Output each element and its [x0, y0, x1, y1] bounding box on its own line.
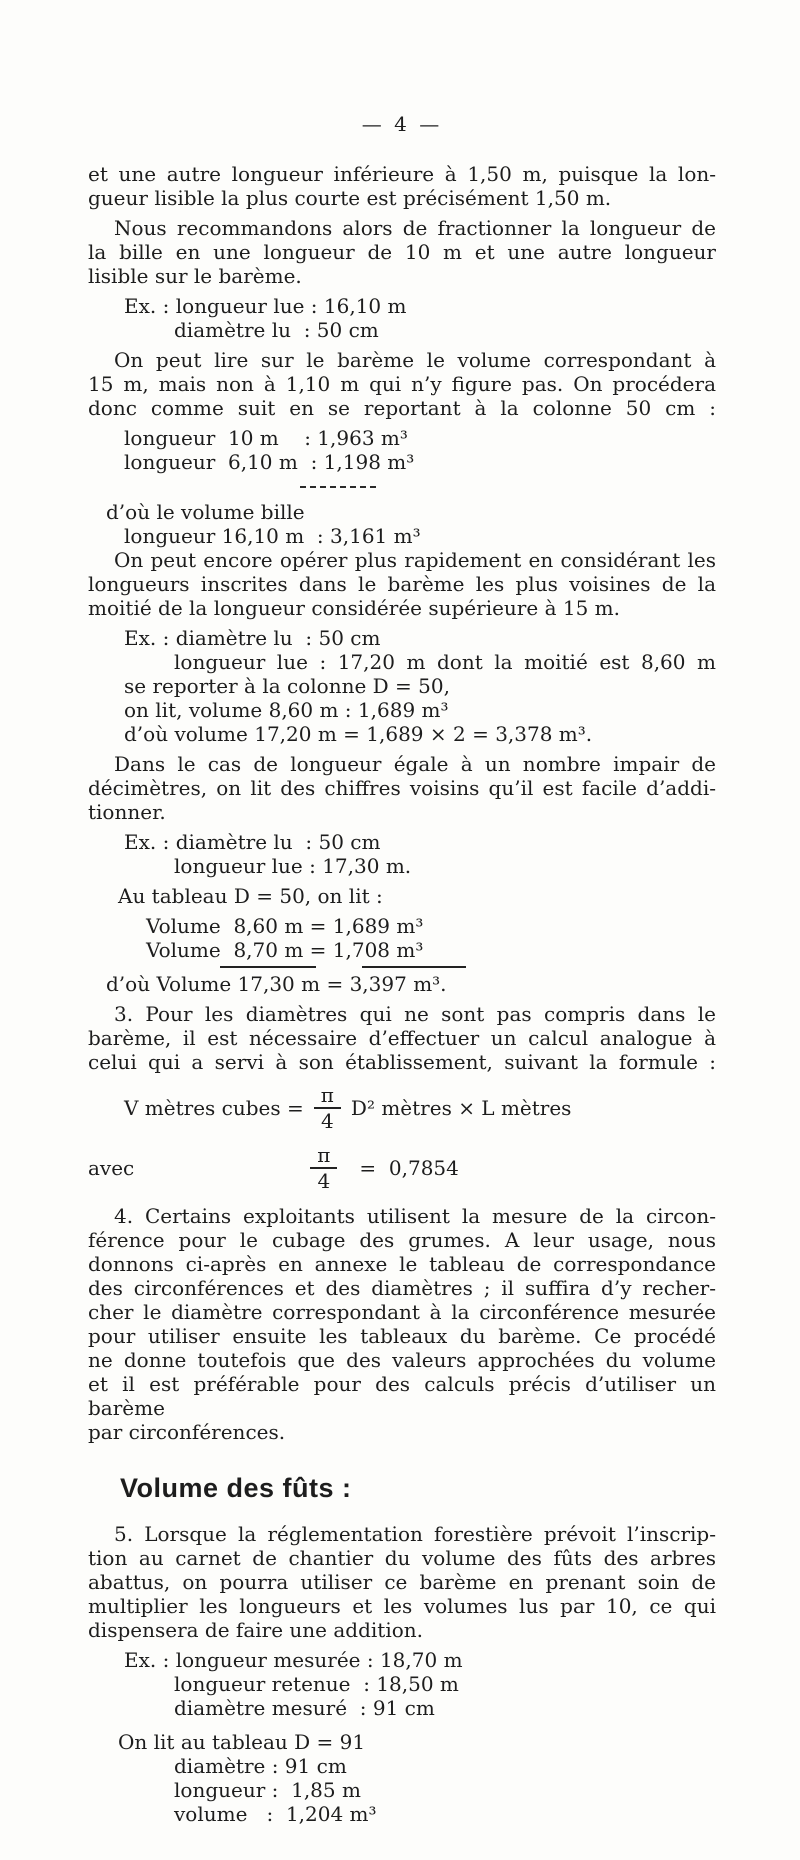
body-line: donnons ci-après en annexe le tableau de correspondance [88, 1252, 716, 1276]
body-line: férence pour le cubage des grumes. A leur usage, nous [88, 1228, 716, 1252]
volume-bille-block [88, 500, 716, 548]
avec-formula [88, 1144, 716, 1192]
body-line: 3. Pour les diamètres qui ne sont pas compris dans le [114, 1002, 716, 1026]
value-line: diamètre : 91 cm [174, 1754, 347, 1778]
sum-rules [220, 966, 716, 968]
fraction-numerator: π [317, 1143, 331, 1167]
example-3 [88, 830, 716, 878]
sum-rule-left [220, 966, 316, 968]
body-line: 15 m, mais non à 1,10 m qui n’y figure pas. On procédera [88, 372, 716, 396]
pi-over-4-fraction [310, 1144, 337, 1192]
example-line: longueur lue : 17,30 m. [174, 854, 412, 878]
body-line: et une autre longueur inférieure à 1,50 m, puisque la lon- [88, 162, 716, 186]
body-line: 4. Certains exploitants utilisent la mesure de la circon- [114, 1204, 716, 1228]
body-line: abattus, on pourra utiliser ce barème en prenant soin de [88, 1570, 716, 1594]
example-line: se reporter à la colonne D = 50, [124, 674, 450, 698]
value-line: volume : 1,204 m³ [174, 1802, 377, 1826]
example-line: longueur lue : 17,20 m dont la moitié est 8,60 m [174, 650, 716, 674]
body-line: gueur lisible la plus courte est précisément 1,50 m. [88, 186, 612, 210]
example-line: on lit, volume 8,60 m : 1,689 m³ [124, 698, 449, 722]
formula-right: D² mètres × L mètres [350, 1096, 572, 1120]
value-line: longueur 16,10 m : 3,161 m³ [124, 524, 421, 548]
body-line: On peut encore opérer plus rapidement en considérant les [114, 548, 716, 572]
example-line: Ex. : diamètre lu : 50 cm [124, 626, 381, 650]
body-line: multiplier les longueurs et les volumes lus par 10, ce qui [88, 1594, 716, 1618]
example-line: Ex. : diamètre lu : 50 cm [124, 830, 381, 854]
result-line: d’où Volume 17,30 m = 3,397 m³. [106, 972, 447, 996]
body-line: par circonférences. [88, 1420, 286, 1444]
example-4 [88, 1648, 716, 1720]
fraction-numerator: π [320, 1083, 334, 1107]
body-line: d’où le volume bille [106, 500, 305, 524]
example-line: diamètre mesuré : 91 cm [174, 1696, 435, 1720]
body-line: des circonférences et des diamètres ; il suffira d’y recher- [88, 1276, 716, 1300]
paragraph-rapide [88, 548, 716, 620]
example-line: Ex. : longueur mesurée : 18,70 m [124, 1648, 463, 1672]
body-line: On lit au tableau D = 91 [118, 1730, 366, 1754]
example-line: longueur retenue : 18,50 m [174, 1672, 459, 1696]
body-line: et il est préférable pour des calculs précis d’utiliser un barème [88, 1372, 716, 1420]
body-line: longueurs inscrites dans le barème les plus voisines de la [88, 572, 716, 596]
fraction-denominator: 4 [310, 1167, 337, 1192]
example-2 [88, 626, 716, 746]
body-line: décimètres, on lit des chiffres voisins qu’il est facile d’addi- [88, 776, 716, 800]
paragraph-recommendation [88, 216, 716, 288]
dashed-separator-rule [300, 486, 376, 488]
body-line: cher le diamètre correspondant à la circonférence mesurée [88, 1300, 716, 1324]
body-line: tionner. [88, 800, 166, 824]
paragraph-3-diametres [88, 1002, 716, 1074]
value-line: Volume 8,70 m = 1,708 m³ [146, 938, 424, 962]
paragraph-intro [88, 162, 716, 210]
value-line: longueur 10 m : 1,963 m³ [124, 426, 408, 450]
fraction-denominator: 4 [314, 1107, 341, 1132]
avec-value: = 0,7854 [359, 1156, 459, 1180]
example-line: Ex. : longueur lue : 16,10 m [124, 294, 407, 318]
sum-rule-right [362, 966, 466, 968]
body-line: la bille en une longueur de 10 m et une autre longueur [88, 240, 716, 264]
tableau-91-block [88, 1730, 716, 1826]
body-line: Dans le cas de longueur égale à un nombre impair de [114, 752, 716, 776]
value-line: longueur : 1,85 m [174, 1778, 361, 1802]
volume-formula [124, 1084, 716, 1132]
example-1 [88, 294, 716, 342]
paragraph-lecture-bareme [88, 348, 716, 420]
paragraph-5-reglementation [88, 1522, 716, 1642]
value-line: Volume 8,60 m = 1,689 m³ [146, 914, 424, 938]
tableau-50-line [88, 884, 716, 908]
body-line: On peut lire sur le barème le volume correspondant à [114, 348, 716, 372]
body-line: Nous recommandons alors de fractionner la longueur de [114, 216, 716, 240]
pi-over-4-fraction [314, 1084, 341, 1132]
value-line: longueur 6,10 m : 1,198 m³ [124, 450, 415, 474]
volume-sum-block [88, 914, 716, 996]
page-number: — 4 — [361, 112, 443, 136]
body-line: moitié de la longueur considérée supérieure à 15 m. [88, 596, 620, 620]
body-line: dispensera de faire une addition. [88, 1618, 423, 1642]
body-line: barème, il est nécessaire d’effectuer un calcul analogue à [88, 1026, 716, 1050]
example-line: diamètre lu : 50 cm [174, 318, 379, 342]
body-line: celui qui a servi à son établissement, suivant la formule : [88, 1050, 716, 1074]
example-line: d’où volume 17,20 m = 1,689 × 2 = 3,378 m³. [124, 722, 593, 746]
body-line: donc comme suit en se reportant à la colonne 50 cm : [88, 396, 716, 420]
formula-left: V mètres cubes = [124, 1096, 304, 1120]
body-line: lisible sur le barème. [88, 264, 302, 288]
section-heading-volume-futs: Volume des fûts : [120, 1473, 352, 1503]
body-line: tion au carnet de chantier du volume des fûts des arbres [88, 1546, 716, 1570]
body-line: 5. Lorsque la réglementation forestière prévoit l’inscrip- [114, 1522, 716, 1546]
body-line: ne donne toutefois que des valeurs approchées du volume [88, 1348, 716, 1372]
body-line: Au tableau D = 50, on lit : [118, 884, 383, 908]
avec-label: avec [88, 1156, 135, 1180]
body-line: pour utiliser ensuite les tableaux du barème. Ce procédé [88, 1324, 716, 1348]
paragraph-impair [88, 752, 716, 824]
length-volume-list [88, 426, 716, 474]
paragraph-4-circonference [88, 1204, 716, 1444]
